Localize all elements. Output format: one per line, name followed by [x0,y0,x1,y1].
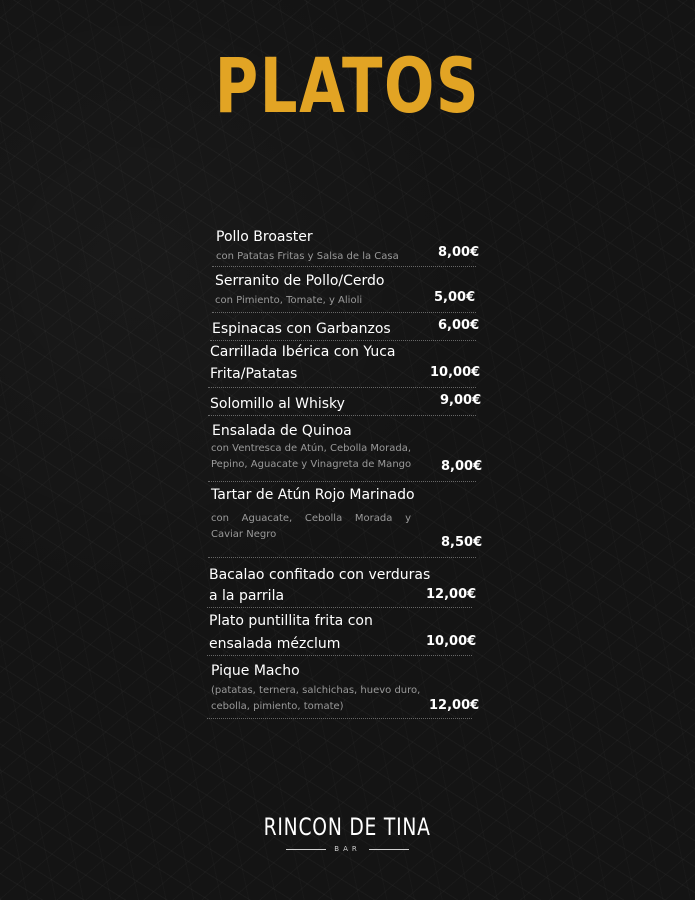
page-title: PLATOS [214,41,481,130]
item-description: con Pimiento, Tomate, y Alioli [215,295,363,306]
item-description-line-2: Pepino, Aguacate y Vinagreta de Mango [211,459,412,470]
item-price: 5,00€ [434,290,476,305]
item-name: Serranito de Pollo/Cerdo [215,273,385,289]
item-price: 8,00€ [438,245,480,260]
item-description-line-1: con Aguacate, Cebolla Morada y [211,513,411,524]
divider-right [369,849,409,850]
item-name: Solomillo al Whisky [210,396,345,412]
item-description-line-1: con Ventresca de Atún, Cebolla Morada, [211,443,412,454]
item-description: con Patatas Fritas y Salsa de la Casa [216,251,399,262]
brand-name: RINCON DE TINA [263,813,432,841]
item-name: Pique Macho [211,663,300,679]
item-name: Espinacas con Garbanzos [212,321,391,337]
item-price: 10,00€ [426,634,477,649]
brand-sub-text: BAR [334,845,361,853]
item-name-line-1: Bacalao confitado con verduras [209,567,431,583]
item-name: Ensalada de Quinoa [212,423,352,439]
item-name-line-2: ensalada mézclum [209,636,341,652]
item-name-line-1: Plato puntillita frita con [209,613,373,629]
item-name-line-2: a la parrila [209,588,285,604]
item-price: 8,00€ [441,459,483,474]
item-description-line-2: cebolla, pimiento, tomate) [211,701,344,712]
item-price: 9,00€ [440,393,482,408]
item-price: 12,00€ [429,698,480,713]
item-name-line-1: Carrillada Ibérica con Yuca [210,344,396,360]
divider-left [286,849,326,850]
item-name-line-2: Frita/Patatas [210,366,298,382]
item-description-line-1: (patatas, ternera, salchichas, huevo duro, [211,685,421,696]
item-price: 12,00€ [426,587,477,602]
brand-logo [0,815,695,853]
item-name: Pollo Broaster [216,229,313,245]
item-price: 10,00€ [430,365,481,380]
item-price: 8,50€ [441,535,483,550]
item-name: Tartar de Atún Rojo Marinado [211,487,415,503]
item-description-line-2: Caviar Negro [211,529,277,540]
item-price: 6,00€ [438,318,480,333]
brand-subtitle [0,845,695,853]
